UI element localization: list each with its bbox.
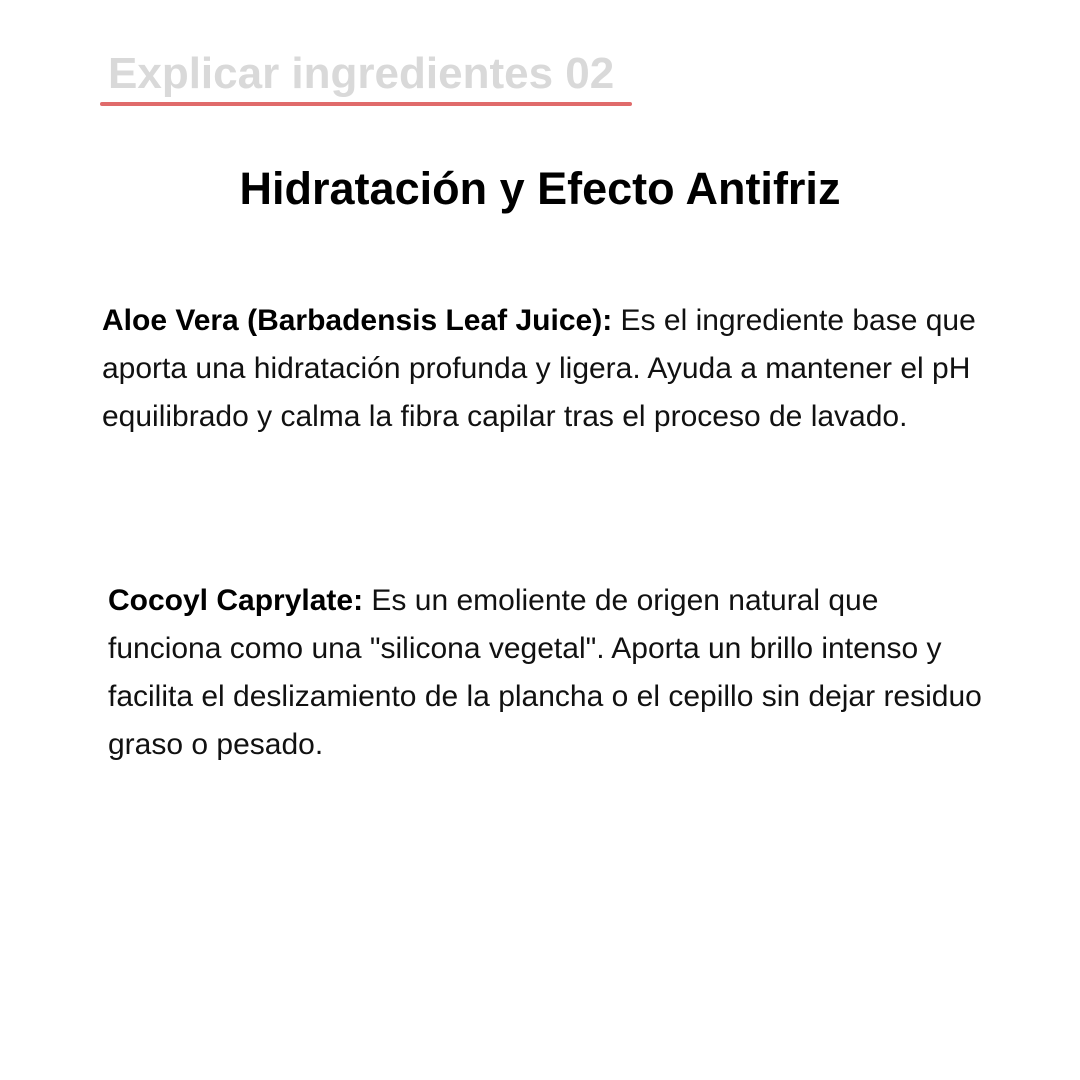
ingredient-paragraph-cocoyl-caprylate: [108, 577, 998, 769]
ingredient-name: Cocoyl Caprylate:: [108, 584, 364, 617]
ingredient-name: Aloe Vera (Barbadensis Leaf Juice):: [102, 304, 613, 337]
page-title: Hidratación y Efecto Antifriz: [239, 163, 841, 214]
ingredient-description: Es un emoliente de origen natural que funciona como una "silicona vegetal". Aporta un brillo intenso y facilita el deslizamiento de la plancha o el cepillo sin dejar residuo graso o pesado.: [108, 584, 982, 761]
ingredient-description: Es el ingrediente base que aporta una hidratación profunda y ligera. Ayuda a mantener el pH equilibrado y calma la fibra capilar tras el proceso de lavado.: [102, 304, 976, 433]
section-label-underline: [100, 102, 632, 106]
section-label: Explicar ingredientes 02: [108, 49, 615, 98]
ingredient-paragraph-aloe-vera: [102, 297, 982, 441]
